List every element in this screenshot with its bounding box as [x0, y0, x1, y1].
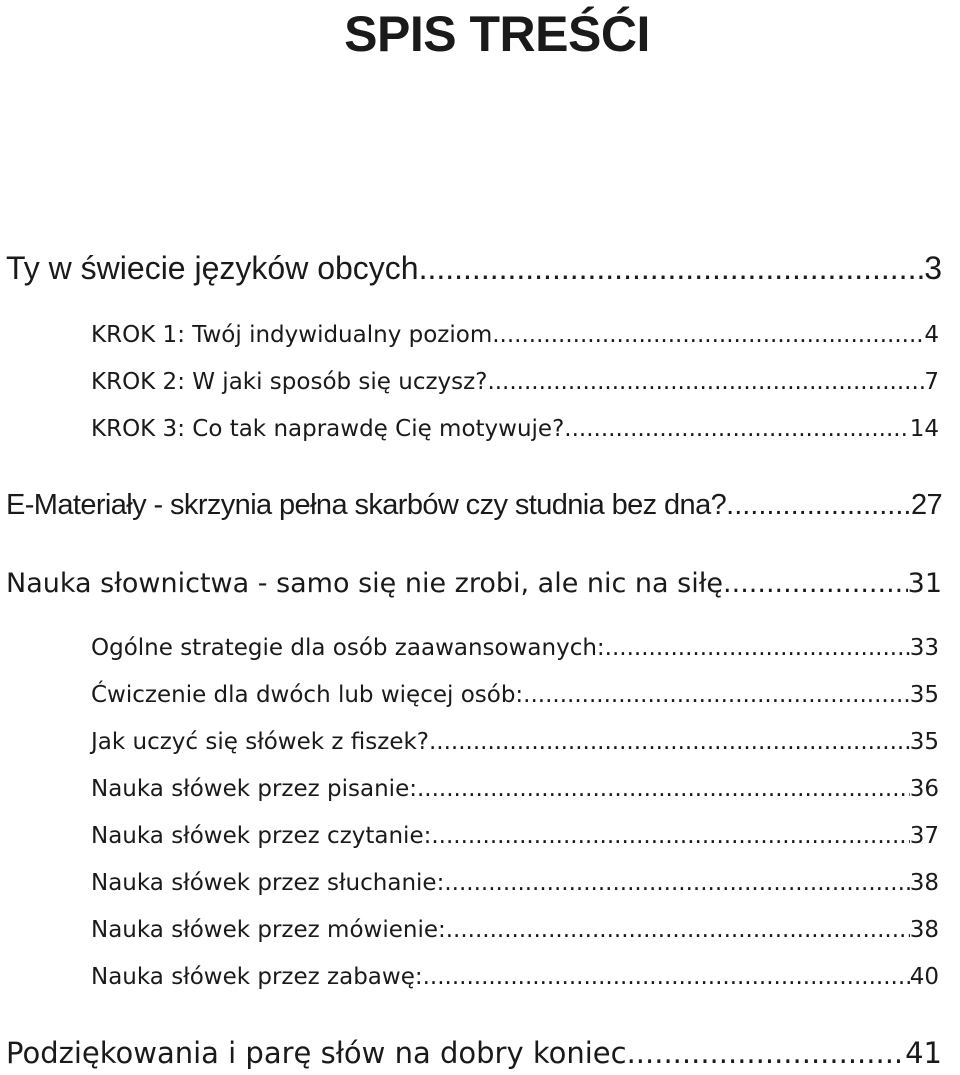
toc-leader-dots — [523, 680, 910, 710]
toc-leader-dots — [423, 962, 910, 992]
toc-entry — [91, 915, 939, 945]
toc-leader-dots — [446, 915, 910, 945]
toc-entry — [6, 250, 942, 286]
toc-entry — [91, 320, 939, 350]
toc-entry-page: 38 — [909, 870, 939, 896]
toc-entry-page: 36 — [909, 776, 939, 802]
toc-leader-dots — [627, 1035, 906, 1071]
toc-entry — [91, 414, 939, 444]
toc-entry — [91, 962, 939, 992]
toc-leader-dots — [564, 414, 909, 444]
toc-entry — [91, 868, 939, 898]
toc-entry — [91, 774, 939, 804]
toc-entry-page: 31 — [907, 568, 942, 599]
toc-entry-text: Ty w świecie języków obcych — [6, 250, 419, 286]
toc-entry-page: 4 — [924, 322, 939, 348]
toc-entry-text: Nauka słówek przez czytanie: — [91, 823, 432, 849]
toc-entry-page: 35 — [909, 682, 939, 708]
toc-entry-page: 40 — [909, 964, 939, 990]
toc-entry-text: Ogólne strategie dla osób zaawansowanych: — [91, 635, 605, 661]
page-title: SPIS TREŚĆI — [344, 6, 650, 62]
toc-leader-dots — [444, 868, 909, 898]
toc-entry-text: KROK 1: Twój indywidualny poziom — [91, 322, 493, 348]
toc-entry — [91, 367, 939, 397]
toc-entry-text: Nauka słówek przez słuchanie: — [91, 870, 445, 896]
toc-entry — [6, 1035, 942, 1071]
toc-entry — [91, 821, 939, 851]
toc-leader-dots — [431, 821, 909, 851]
toc-leader-dots — [723, 566, 908, 602]
toc-entry-text: Jak uczyć się słówek z fiszek? — [91, 729, 429, 755]
toc-entry — [91, 680, 939, 710]
toc-entry-text: Nauka słówek przez zabawę: — [91, 964, 423, 990]
toc-leader-dots — [429, 727, 910, 757]
toc-entry — [6, 566, 942, 602]
toc-entry — [91, 633, 939, 663]
toc-leader-dots — [419, 250, 925, 286]
toc-entry-text: Nauka słówek przez mówienie: — [91, 917, 446, 943]
toc-entry-page: 37 — [909, 823, 939, 849]
toc-leader-dots — [417, 774, 910, 804]
toc-entry-page: 7 — [924, 369, 939, 395]
toc-entry — [91, 727, 939, 757]
toc-entry-page: 41 — [905, 1036, 942, 1070]
toc-entry — [6, 487, 942, 523]
toc-entry-text: Nauka słówek przez pisanie: — [91, 776, 417, 802]
toc-entry-text: Ćwiczenie dla dwóch lub więcej osób: — [91, 682, 524, 708]
toc-leader-dots — [726, 487, 911, 523]
toc-entry-text: Podziękowania i parę słów na dobry koniec — [6, 1036, 627, 1070]
toc-entry-text: E-Materiały - skrzynia pełna skarbów czy studnia bez dna? — [6, 489, 727, 521]
toc-leader-dots — [487, 367, 924, 397]
toc-leader-dots — [605, 633, 910, 663]
toc-entry-page: 3 — [924, 250, 942, 286]
toc-entry-page: 33 — [909, 635, 939, 661]
toc-entry-text: Nauka słownictwa - samo się nie zrobi, ale nic na siłę — [6, 568, 724, 599]
toc-entry-page: 38 — [909, 917, 939, 943]
toc-entry-page: 14 — [909, 416, 939, 442]
toc-leader-dots — [492, 320, 924, 350]
toc-entry-page: 27 — [910, 489, 942, 521]
toc-entry-text: KROK 3: Co tak naprawdę Cię motywuje? — [91, 416, 565, 442]
toc-entry-text: KROK 2: W jaki sposób się uczysz? — [91, 369, 488, 395]
toc-entry-page: 35 — [909, 729, 939, 755]
